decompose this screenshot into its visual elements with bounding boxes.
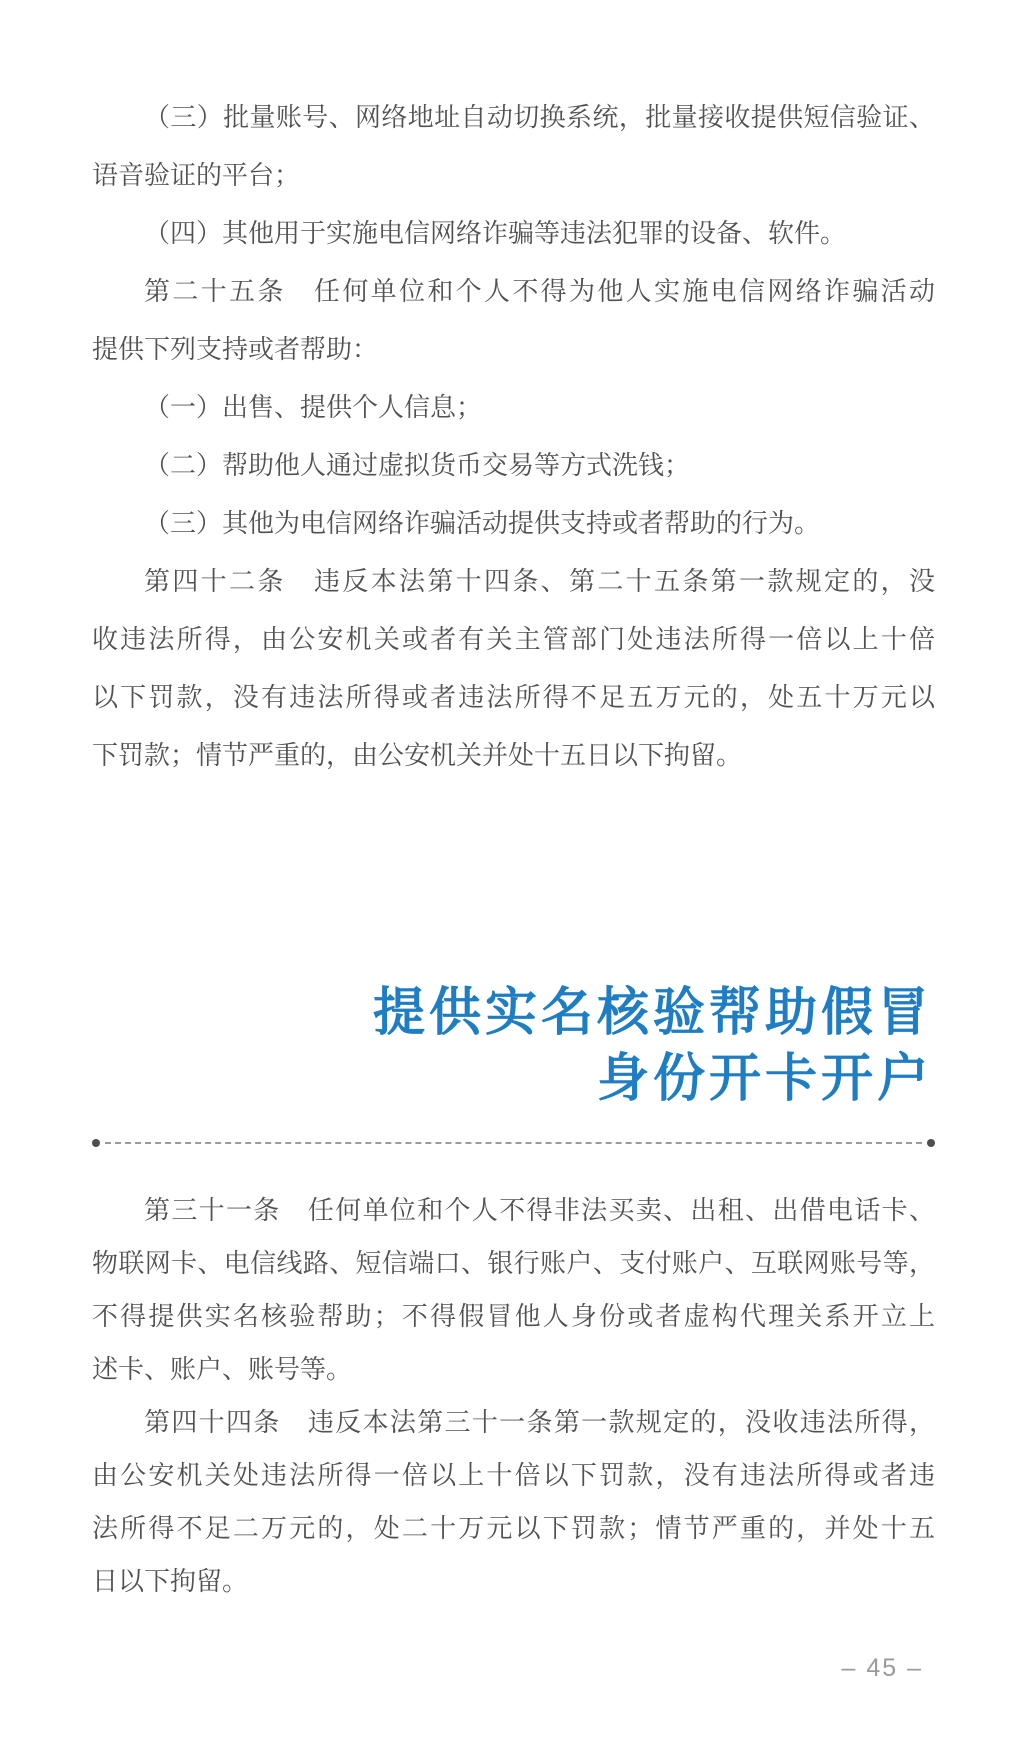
body-line: 提供下列支持或者帮助： xyxy=(92,334,379,364)
body-line: （四）其他用于实施电信网络诈骗等违法犯罪的设备、软件。 xyxy=(144,218,847,248)
divider-dashed-line xyxy=(105,1142,922,1144)
body-section-1 xyxy=(92,0,935,784)
page-number: – 45 – xyxy=(841,1654,923,1682)
divider-dot-left-icon xyxy=(92,1139,100,1147)
chapter-heading xyxy=(92,980,935,1112)
body-line: 下罚款；情节严重的，由公安机关并处十五日以下拘留。 xyxy=(92,740,743,770)
body-line: 第四十二条 违反本法第十四条、第二十五条第一款规定的，没 xyxy=(144,566,935,596)
body-line: 物联网卡、电信线路、短信端口、银行账户、支付账户、互联网账号等， xyxy=(92,1248,935,1278)
body-line: （三）其他为电信网络诈骗活动提供支持或者帮助的行为。 xyxy=(144,508,821,538)
page-content xyxy=(92,0,935,1683)
body-line: 第二十五条 任何单位和个人不得为他人实施电信网络诈骗活动 xyxy=(144,276,935,306)
body-line: 语音验证的平台； xyxy=(92,160,301,190)
divider-dot-right-icon xyxy=(927,1139,935,1147)
body-line: 日以下拘留。 xyxy=(92,1566,249,1596)
body-line: 收违法所得，由公安机关或者有关主管部门处违法所得一倍以上十倍 xyxy=(92,624,935,654)
body-line: 第三十一条 任何单位和个人不得非法买卖、出租、出借电话卡、 xyxy=(144,1195,935,1225)
body-line: 法所得不足二万元的，处二十万元以下罚款；情节严重的，并处十五 xyxy=(92,1513,935,1543)
chapter-heading-line-1: 提供实名核验帮助假冒 xyxy=(372,984,933,1042)
body-line: 第四十四条 违反本法第三十一条第一款规定的，没收违法所得， xyxy=(144,1407,935,1437)
body-line: 由公安机关处违法所得一倍以上十倍以下罚款，没有违法所得或者违 xyxy=(92,1460,935,1490)
body-line: （一）出售、提供个人信息； xyxy=(144,392,483,422)
body-line: 以下罚款，没有违法所得或者违法所得不足五万元的，处五十万元以 xyxy=(92,682,935,712)
body-line: （三）批量账号、网络地址自动切换系统，批量接收提供短信验证、 xyxy=(144,102,935,132)
body-line: 述卡、账户、账号等。 xyxy=(92,1354,353,1384)
body-line: （二）帮助他人通过虚拟货币交易等方式洗钱； xyxy=(144,450,691,480)
section-divider xyxy=(92,1138,935,1147)
chapter-heading-line-2: 身份开卡开户 xyxy=(596,1050,933,1108)
body-section-2 xyxy=(92,1184,935,1608)
body-line: 不得提供实名核验帮助；不得假冒他人身份或者虚构代理关系开立上 xyxy=(92,1301,935,1331)
